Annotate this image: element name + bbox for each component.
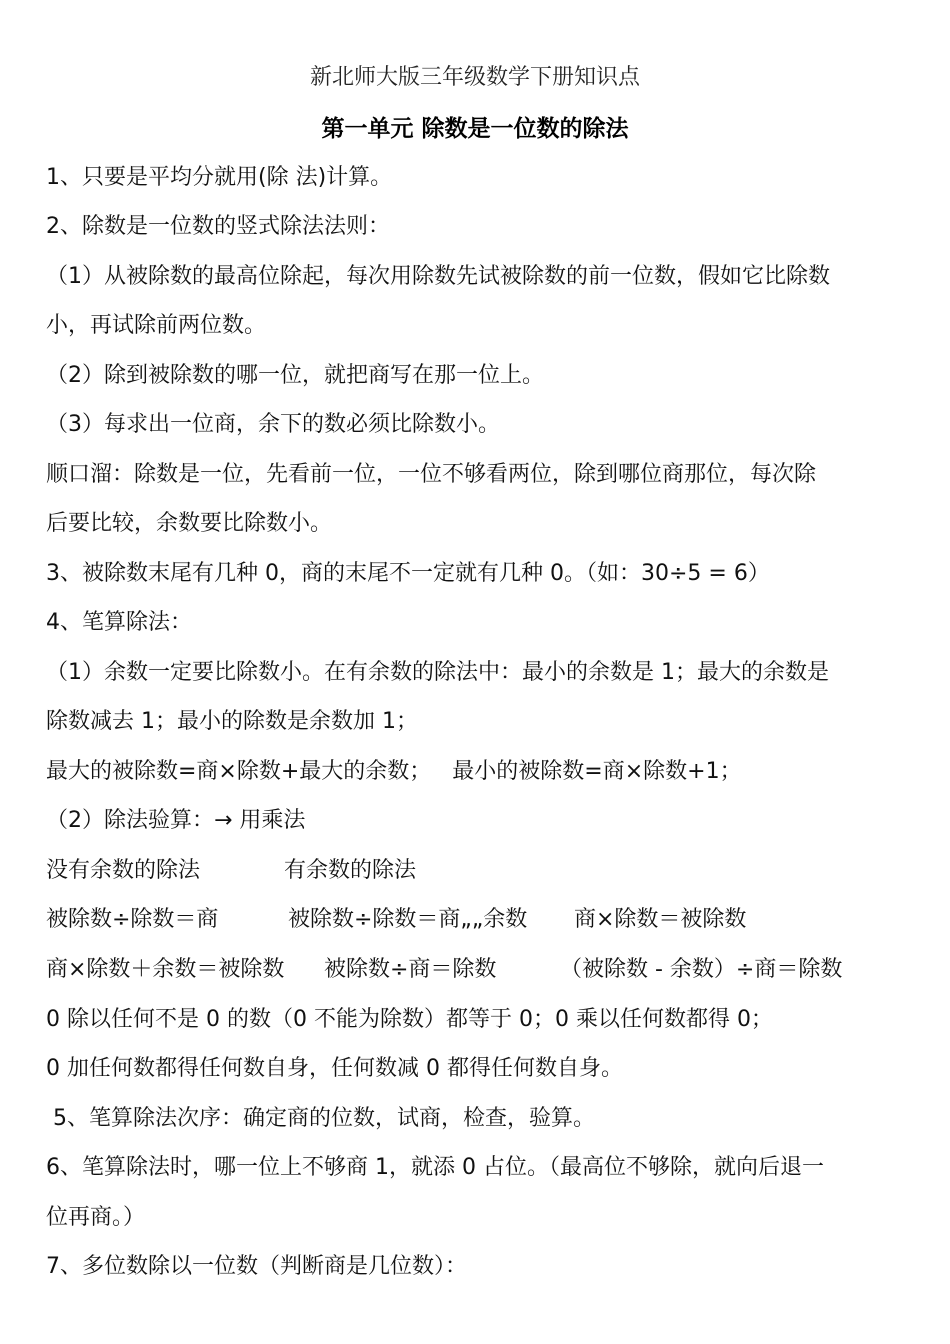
- point-7-heading: 7、多位数除以一位数（判断商是几位数）：: [46, 1254, 467, 1279]
- point-3: 3、被除数末尾有几种 0，商的末尾不一定就有几种 0。（如：30÷5 = 6）: [46, 561, 770, 586]
- formula-cell: 被除数÷商＝除数: [324, 957, 497, 982]
- col-header-no-remainder: 没有余数的除法: [46, 858, 201, 883]
- formula-cell: 被除数÷除数＝商„„余数: [288, 907, 528, 932]
- remainder-rule-line-b: 除数减去 1；最小的除数是余数加 1；: [46, 709, 418, 734]
- formula-cell: 商×除数＋余数＝被除数: [46, 957, 285, 982]
- check-division-heading: （2）除法验算：→ 用乘法: [46, 808, 306, 833]
- col-header-with-remainder: 有余数的除法: [284, 858, 417, 883]
- zero-rule-line-b: 0 加任何数都得任何数自身，任何数减 0 都得任何数自身。: [46, 1056, 623, 1081]
- dividend-formula-line: 最大的被除数=商×除数+最大的余数； 最小的被除数=商×除数+1；: [46, 759, 742, 784]
- unit-heading: 第一单元 除数是一位数的除法: [321, 116, 629, 142]
- point-2-heading: 2、除数是一位数的竖式除法法则：: [46, 214, 390, 239]
- remainder-rule-line-a: （1）余数一定要比除数小。在有余数的除法中：最小的余数是 1；最大的余数是: [46, 660, 829, 685]
- point-6-line-b: 位再商。）: [46, 1205, 146, 1230]
- point-4-heading: 4、笔算除法：: [46, 610, 192, 635]
- zero-rule-line-a: 0 除以任何不是 0 的数（0 不能为除数）都等于 0；0 乘以任何数都得 0；: [46, 1007, 773, 1032]
- rhyme-line-b: 后要比较，余数要比除数小。: [46, 511, 333, 536]
- formula-cell: 被除数÷除数＝商: [46, 907, 219, 932]
- rule-2: （2）除到被除数的哪一位，就把商写在那一位上。: [46, 363, 544, 388]
- formula-cell: 商×除数＝被除数: [574, 907, 747, 932]
- rule-1-line-b: 小，再试除前两位数。: [46, 313, 267, 338]
- formula-cell: （被除数 - 余数）÷商＝除数: [560, 957, 843, 982]
- rule-3: （3）每求出一位商，余下的数必须比除数小。: [46, 412, 500, 437]
- point-5: 5、笔算除法次序：确定商的位数，试商，检查，验算。: [46, 1106, 595, 1131]
- document-title: 新北师大版三年级数学下册知识点: [309, 65, 640, 90]
- rhyme-line-a: 顺口溜：除数是一位，先看前一位，一位不够看两位，除到哪位商那位，每次除: [46, 462, 817, 487]
- point-1: 1、只要是平均分就用(除 法)计算。: [46, 165, 393, 190]
- point-6-line-a: 6、笔算除法时，哪一位上不够商 1，就添 0 占位。（最高位不够除，就向后退一: [46, 1155, 824, 1180]
- rule-1-line-a: （1）从被除数的最高位除起，每次用除数先试被除数的前一位数，假如它比除数: [46, 264, 830, 289]
